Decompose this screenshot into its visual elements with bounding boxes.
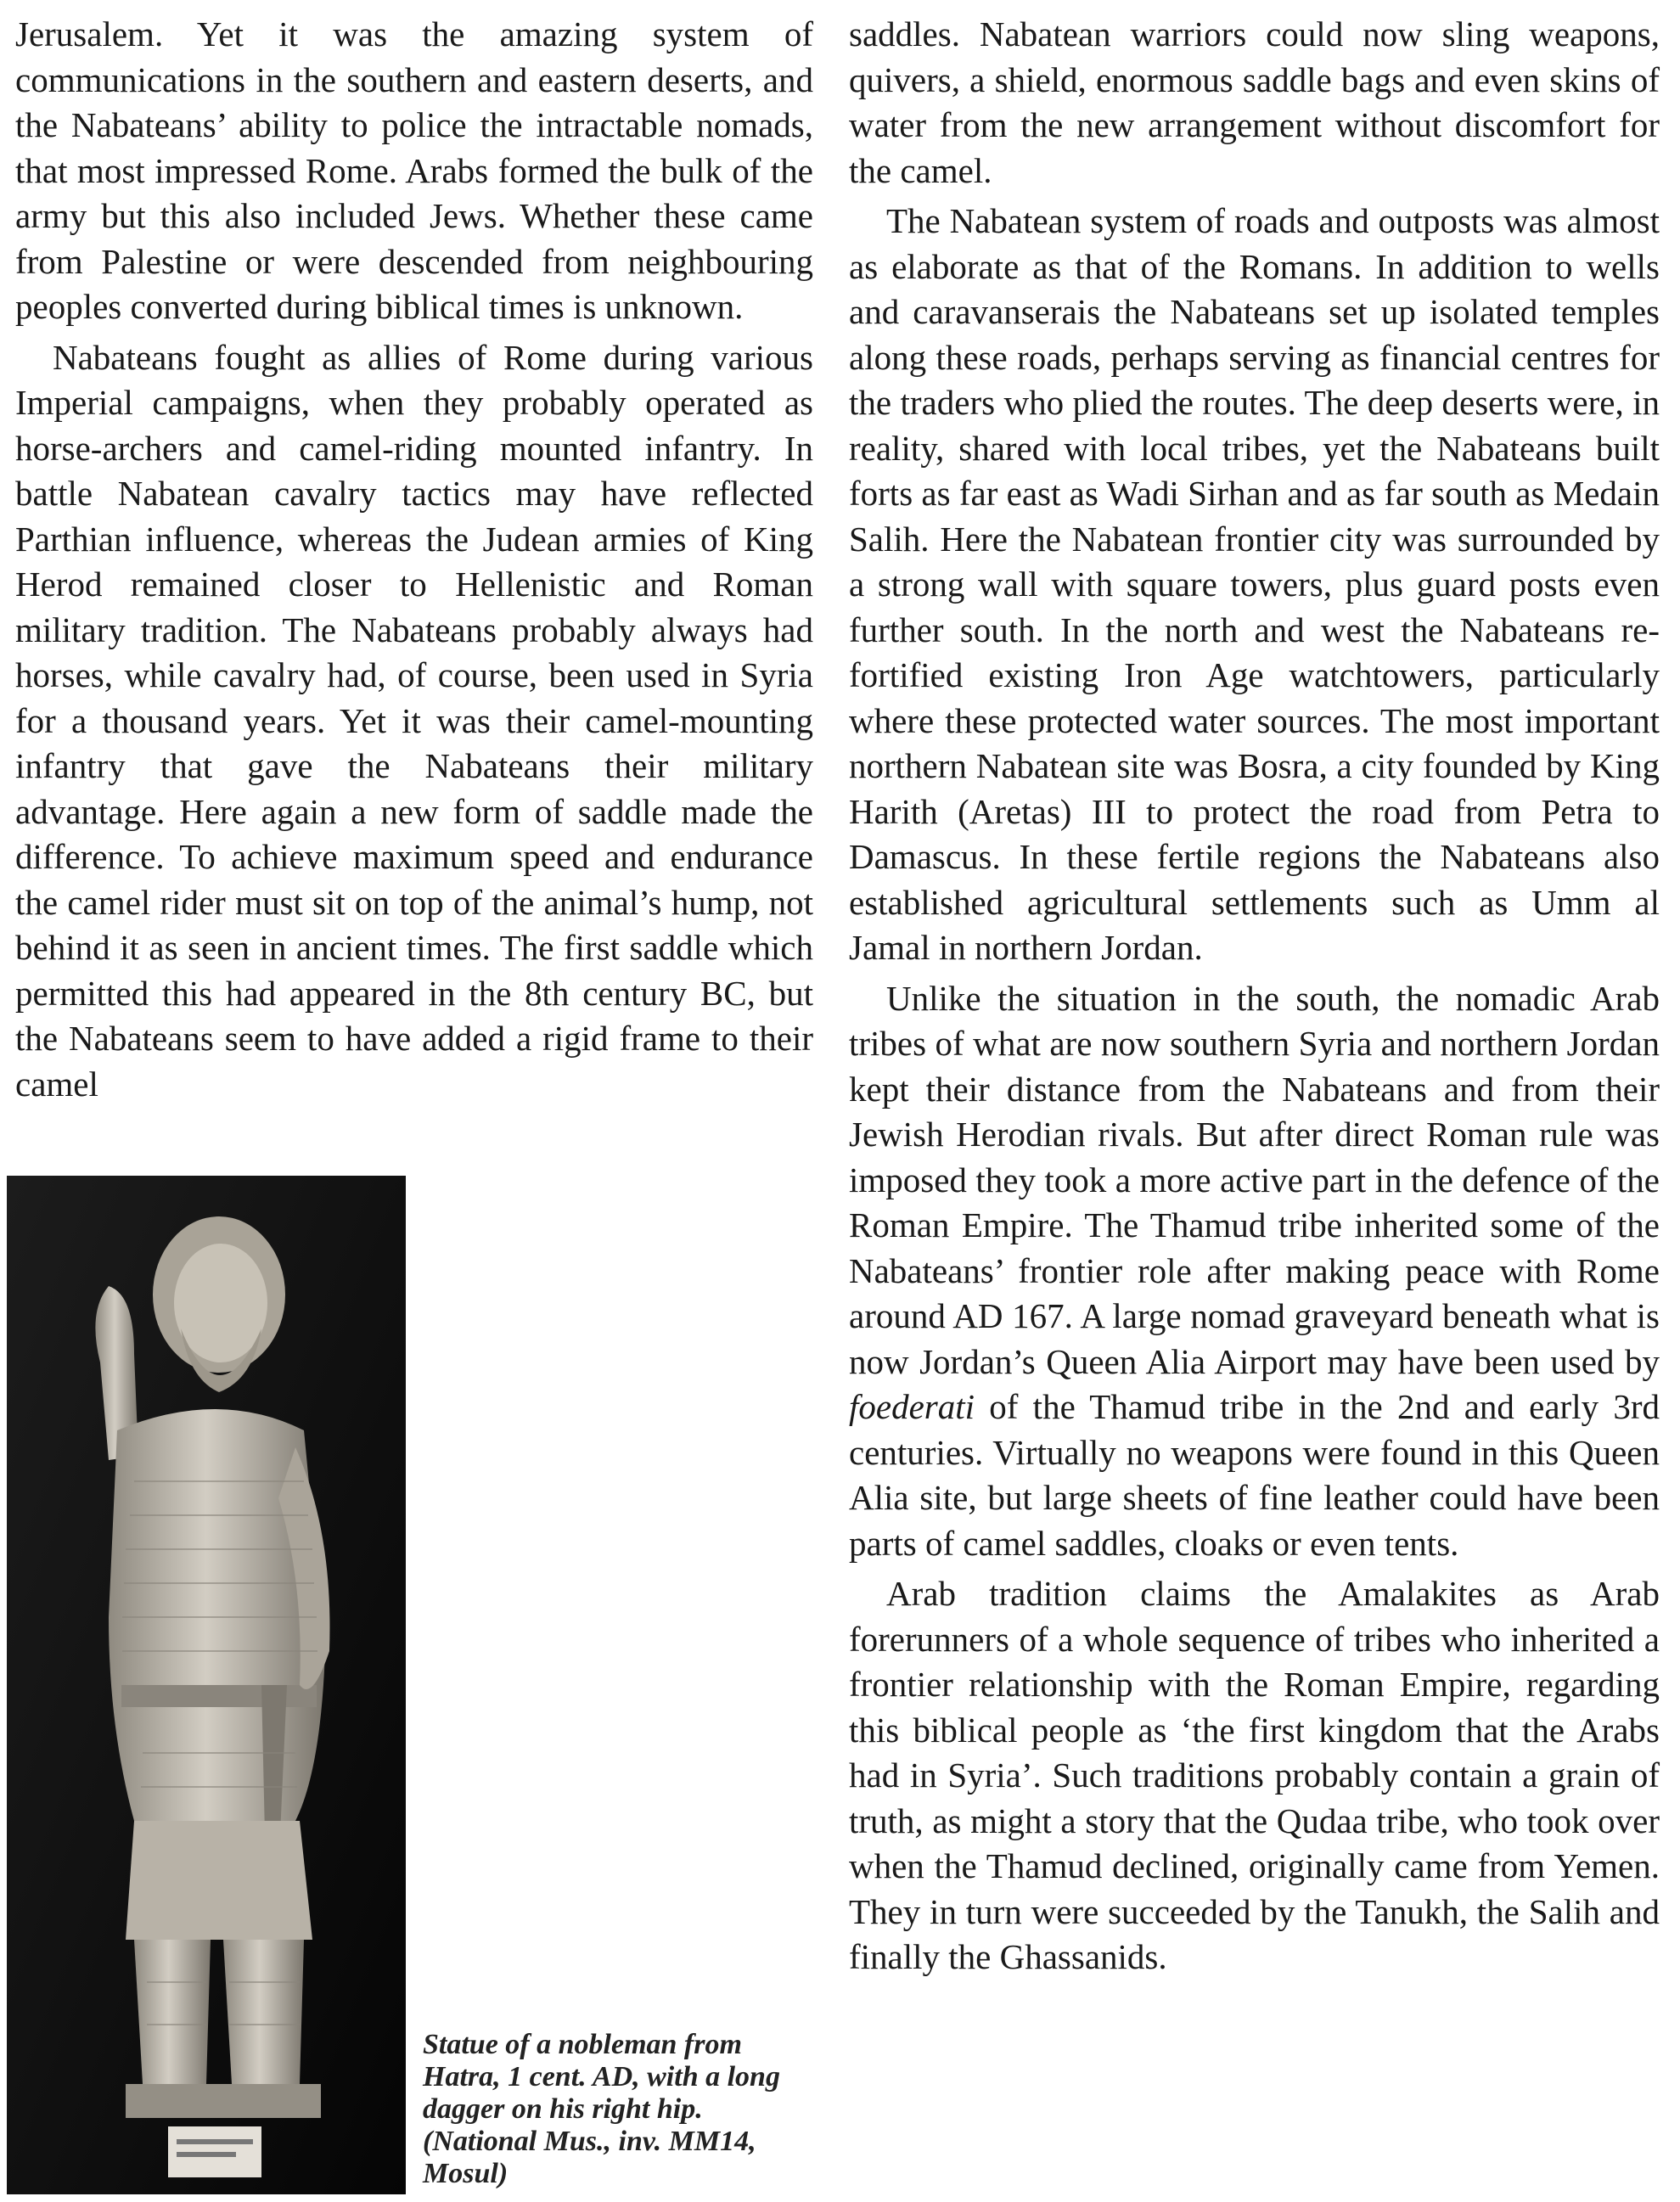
paragraph-text: of the Thamud tribe in the 2nd and early 3rd centuries. Virtually no weapons were found in this Queen Alia site, but large sheets of fine leather could have been parts of camel saddles, cloaks or even tents. [849, 1387, 1660, 1563]
paragraph-text: Unlike the situation in the south, the nomadic Arab tribes of what are now southern Syria and northern Jordan kept their distance from the Nabateans and from their Jewish Herodian rivals. But after direct Roman rule was imposed they took a more active part in the defence of the Roman Empire. The Thamud tribe inherited some of the Nabateans’ frontier role after making peace with Rome around AD 167. A large nomad graveyard beneath what is now Jordan’s Queen Alia Airport may have been used by [849, 978, 1660, 1381]
body-paragraph: The Nabatean system of roads and outposts was almost as elaborate as that of the Romans. In addition to wells and caravanserais the Nabateans set up isolated temples along these roads, perhaps serving as financial centres for the traders who plied the routes. The deep deserts were, in reality, shared with local tribes, yet the Nabateans built forts as far east as Wadi Sirhan and as far south as Medain Salih. Here the Nabatean frontier city was surrounded by a strong wall with square towers, plus guard posts even further south. In the north and west the Nabateans re-fortified existing Iron Age watchtowers, particularly where these protected water sources. The most important northern Nabatean site was Bosra, a city founded by King Harith (Aretas) III to protect the road from Petra to Damascus. In these fertile regions the Nabateans also established agricultural settlements such as Umm al Jamal in northern Jordan. [849, 201, 1660, 967]
figure [7, 1176, 1671, 2194]
body-paragraph: Arab tradition claims the Amalakites as Arab forerunners of a whole sequence of tribes who inherited a frontier relationship with the Roman Empire, regarding this biblical people as ‘the first kingdom that the Arabs had in Syria’. Such traditions probably contain a grain of truth, as might a story that the Qudaa tribe, who took over when the Thamud declined, originally came from Yemen. They in turn were succeeded by the Tanukh, the Salih and finally the Ghassanids. [849, 1574, 1660, 1976]
body-paragraph: Jerusalem. Yet it was the amazing system of communications in the southern and eastern deserts, and the Nabateans’ ability to police the intractable nomads, that most impressed Rome. Arabs formed the bulk of the army but this also included Jews. Whether these came from Palestine or were descended from neighbouring peoples converted during biblical times is unknown. [15, 14, 813, 326]
body-paragraph: saddles. Nabatean warriors could now sling weapons, quivers, a shield, enormous saddle bags and even skins of water from the new arrangement without discomfort for the camel. [849, 14, 1660, 190]
italic-term: foederati [849, 1387, 975, 1426]
left-text-column [15, 12, 813, 1112]
statue-photo [7, 1176, 406, 2194]
body-paragraph: Nabateans fought as allies of Rome during various Imperial campaigns, when they probably operated as horse-archers and camel-riding mounted infantry. In battle Nabatean cavalry tactics may have reflected Parthian influence, whereas the Judean armies of King Herod remained closer to Hellenistic and Roman military tradition. The Nabateans probably always had horses, while cavalry had, of course, been used in Syria for a thousand years. Yet it was their camel-mounting infantry that gave the Nabateans their military advantage. Here again a new form of saddle made the difference. To achieve maximum speed and endurance the camel rider must sit on top of the animal’s hump, not behind it as seen in ancient times. The first saddle which permitted this had appeared in the 8th century BC, but the Nabateans seem to have added a rigid frame to their camel [15, 337, 813, 1104]
statue-illustration [7, 1176, 406, 2194]
figure-caption: Statue of a nobleman from Hatra, 1 cent. AD, with a long dagger on his right hip. (National Mus., inv. MM14, Mosul) [423, 2029, 780, 2189]
